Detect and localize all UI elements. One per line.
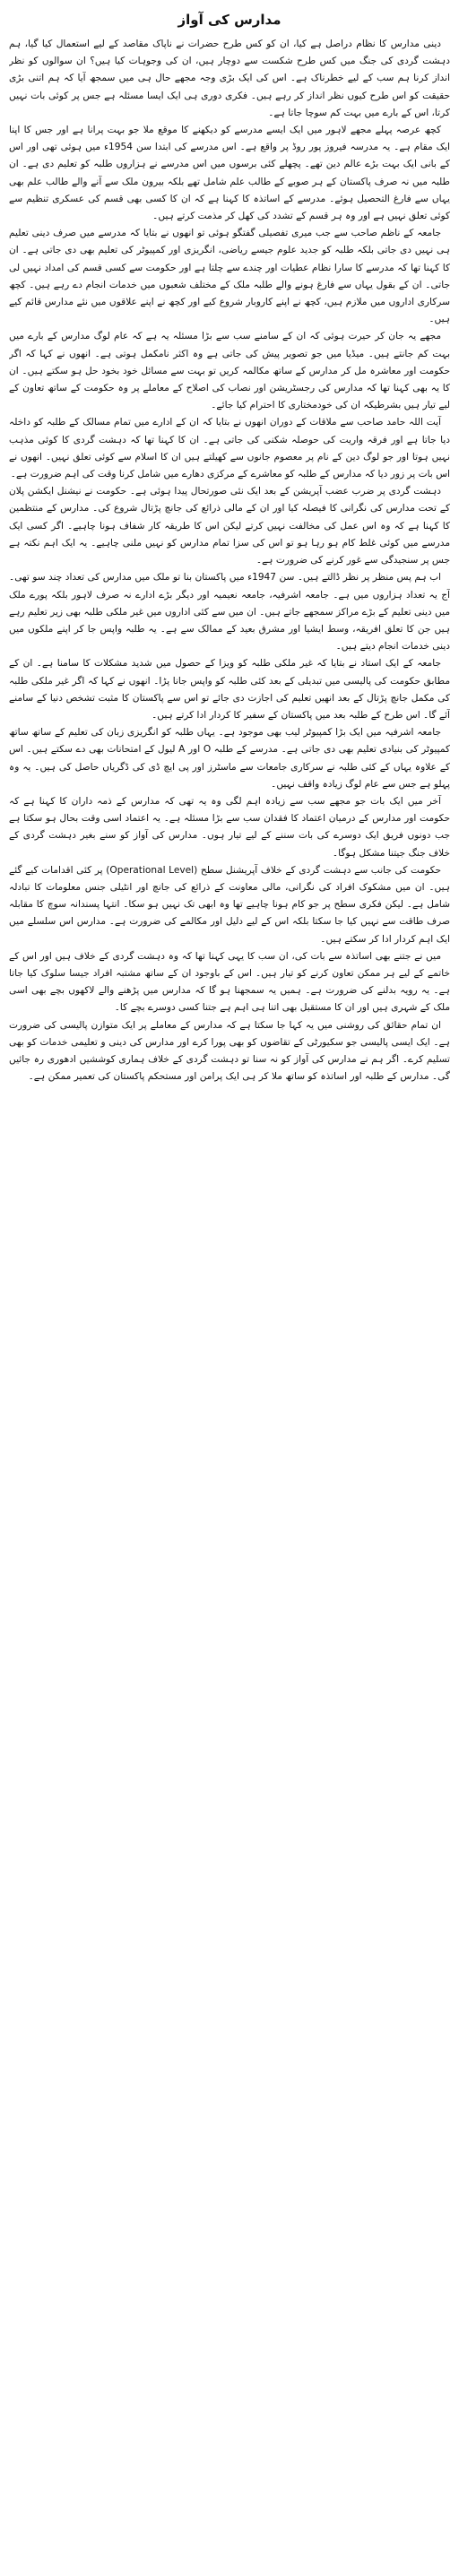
article-title: مدارس کی آواز: [178, 12, 281, 28]
paragraph-11: حکومت کی جانب سے دہشت گردی کے خلاف آپریشنل سطح (Operational Level) پر کئی اقدامات کیے گئے ہیں۔ ان میں مشکوک افراد کی نگرانی، مالی معاونت کے ذرائع کی جانچ اور انٹیلی جنس معلومات کا تبادلہ شامل ہے۔ لیکن فکری سطح پر جو کام ہونا چاہیے تھا وہ ابھی تک نہیں ہو سکا۔ انتہا پسندانہ سوچ کا مقابلہ صرف طاقت سے نہیں کیا جا سکتا بلکہ اس کے لیے دلیل اور مکالمے کی ضرورت ہے۔ مدارس اس سلسلے میں ایک اہم کردار ادا کر سکتے ہیں۔: [9, 864, 450, 945]
paragraph-8: جامعہ کے ایک استاد نے بتایا کہ غیر ملکی طلبہ کو ویزا کے حصول میں شدید مشکلات کا سامنا ہے۔ ان کے مطابق حکومت کی پالیسی میں تبدیلی کے بعد کئی طلبہ کو واپس جانا پڑا۔ انھوں نے کہا کہ اگر غیر ملکی طلبہ کی مکمل جانچ پڑتال کے بعد انھیں تعلیم کی اجازت دی جائے تو اس سے پاکستان کا مثبت تشخص دنیا کے سامنے آئے گا۔ اس طرح کے طلبہ بعد میں پاکستان کے سفیر کا کردار ادا کرتے ہیں۔: [9, 658, 450, 721]
paragraph-12: میں نے جتنے بھی اساتذہ سے بات کی، ان سب کا یہی کہنا تھا کہ وہ دہشت گردی کے خلاف ہیں اور اس کے خاتمے کے لیے ہر ممکن تعاون کرنے کو تیار ہیں۔ اس کے باوجود ان کے ساتھ مشتبہ افراد جیسا سلوک کیا جاتا ہے۔ یہ رویہ بدلنے کی ضرورت ہے۔ ہمیں یہ سمجھنا ہو گا کہ مدارس میں پڑھنے والے لاکھوں بچے بھی اسی ملک کے شہری ہیں اور ان کا مستقبل بھی اتنا ہی اہم ہے جتنا کسی دوسرے بچے کا۔: [9, 950, 450, 1014]
paragraph-13: ان تمام حقائق کی روشنی میں یہ کہا جا سکتا ہے کہ مدارس کے معاملے پر ایک متوازن پالیسی کی ضرورت ہے۔ ایک ایسی پالیسی جو سکیورٹی کے تقاضوں کو بھی پورا کرے اور مدارس کی دینی و تعلیمی خدمات کو بھی تسلیم کرے۔ اگر ہم نے مدارس کی آواز کو نہ سنا تو دہشت گردی کے خلاف ہماری کوششیں ادھوری رہ جائیں گی۔ مدارس کے طلبہ اور اساتذہ کو ساتھ ملا کر ہی ایک پرامن اور مستحکم پاکستان کی تعمیر ممکن ہے۔: [9, 1019, 450, 1083]
paragraph-6: دہشت گردی پر ضرب عضب آپریشن کے بعد ایک نئی صورتحال پیدا ہوئی ہے۔ حکومت نے نیشنل ایکشن پلان کے تحت مدارس کی نگرانی کا فیصلہ کیا اور ان کے مالی ذرائع کی جانچ پڑتال شروع کی۔ مدارس کے منتظمین کا کہنا ہے کہ وہ اس عمل کی مخالفت نہیں کرتے لیکن اس کا طریقہ کار شفاف ہونا چاہیے۔ اگر کسی ایک مدرسے میں کوئی غلط کام ہو رہا ہو تو اس کی سزا تمام مدارس کو نہیں ملنی چاہیے۔ یہ ایک اہم نکتہ ہے جس پر سنجیدگی سے غور کرنے کی ضرورت ہے۔: [9, 486, 450, 566]
paragraph-10: آخر میں ایک بات جو مجھے سب سے زیادہ اہم لگی وہ یہ تھی کہ مدارس کے ذمہ داران کا کہنا ہے کہ حکومت اور مدارس کے درمیان اعتماد کا فقدان سب سے بڑا مسئلہ ہے۔ یہ اعتماد اسی وقت بحال ہو سکتا ہے جب دونوں فریق ایک دوسرے کی بات سننے کے لیے تیار ہوں۔ مدارس کی آواز کو سنے بغیر دہشت گردی کے خلاف جنگ جیتنا مشکل ہوگا۔: [9, 795, 450, 859]
article-body: [9, 36, 450, 1085]
paragraph-9: جامعہ اشرفیہ میں ایک بڑا کمپیوٹر لیب بھی موجود ہے۔ یہاں طلبہ کو انگریزی زبان کی تعلیم کے ساتھ ساتھ کمپیوٹر کی بنیادی تعلیم بھی دی جاتی ہے۔ مدرسے کے طلبہ O اور A لیول کے امتحانات بھی دے سکتے ہیں۔ اس کے علاوہ یہاں کے کئی طلبہ نے سرکاری جامعات سے ماسٹرز اور پی ایچ ڈی کی ڈگریاں حاصل کی ہیں۔ یہ وہ پہلو ہے جس سے عام لوگ زیادہ واقف نہیں۔: [9, 727, 450, 790]
paragraph-3: جامعہ کے ناظم صاحب سے جب میری تفصیلی گفتگو ہوئی تو انھوں نے بتایا کہ مدرسے میں صرف دینی تعلیم ہی نہیں دی جاتی بلکہ طلبہ کو جدید علوم جیسے ریاضی، انگریزی اور کمپیوٹر کی تعلیم بھی دی جاتی ہے۔ ان کا کہنا تھا کہ مدرسے کا سارا نظام عطیات اور چندے سے چلتا ہے اور حکومت سے کسی قسم کی امداد نہیں لی جاتی۔ ان کے بقول یہاں سے فارغ ہونے والے طلبہ ملک کے مختلف شعبوں میں خدمات انجام دے رہے ہیں۔ کچھ سرکاری اداروں میں ملازم ہیں، کچھ نے اپنے کاروبار شروع کیے اور کچھ نے اپنے علاقوں میں نئے مدارس قائم کیے ہیں۔: [9, 228, 450, 325]
paragraph-1: دینی مدارس کا نظام دراصل ہے کیا، ان کو کس طرح حضرات نے ناپاک مقاصد کے لیے استعمال کیا گیا، ہم دہشت گردی کی جنگ میں کس طرح شکست سے دوچار ہیں، ان کی وجوہات کیا ہیں؟ ان سوالوں کو نظر انداز کرنا ہم سب کے لیے خطرناک ہے۔ اس کی ایک بڑی وجہ مجھے حال ہی میں سمجھ آیا کہ ہم اتنی بڑی حقیقت کو اس طرح کیوں نظر انداز کر رہے ہیں۔ فکری دوری ہی ایک ایسا مسئلہ ہے جس پر کوئی بات نہیں کرتا، اس کے بارے میں بہت کم سوچا جاتا ہے۔: [9, 39, 450, 118]
paragraph-2: کچھ عرصہ پہلے مجھے لاہور میں ایک ایسے مدرسے کو دیکھنے کا موقع ملا جو بہت پرانا ہے اور جس کا اپنا ایک مقام ہے۔ یہ مدرسہ فیروز پور روڈ پر واقع ہے۔ اس مدرسے کی ابتدا سن 1954ء میں ہوئی تھی اور اس کے بانی ایک بہت بڑے عالم دین تھے۔ پچھلے کئی برسوں میں اس مدرسے نے ہزاروں طلبہ کو تعلیم دی ہے۔ ان طلبہ میں نہ صرف پاکستان کے ہر صوبے کے طالب علم شامل تھے بلکہ بیرون ملک سے آنے والے طالب علم بھی یہاں سے فارغ التحصیل ہوئے۔ مدرسے کے اساتذہ کا کہنا ہے کہ ان کا کسی بھی قسم کی عسکری تنظیم سے کوئی تعلق نہیں ہے اور وہ ہر قسم کے تشدد کی کھل کر مذمت کرتے ہیں۔: [9, 125, 450, 222]
paragraph-4: مجھے یہ جان کر حیرت ہوئی کہ ان کے سامنے سب سے بڑا مسئلہ یہ ہے کہ عام لوگ مدارس کے بارے میں بہت کم جانتے ہیں۔ میڈیا میں جو تصویر پیش کی جاتی ہے وہ اکثر نامکمل ہوتی ہے۔ انھوں نے کہا کہ اگر حکومت اور معاشرہ مل کر مدارس کے ساتھ مکالمہ کریں تو بہت سے مسائل خود بخود حل ہو سکتے ہیں۔ ان کا یہ بھی کہنا تھا کہ مدارس کی رجسٹریشن اور نصاب کی اصلاح کے معاملے پر وہ حکومت کے ساتھ تعاون کے لیے تیار ہیں بشرطیکہ ان کی خودمختاری کا احترام کیا جائے۔: [9, 331, 450, 411]
paragraph-5: آیت اللہ حامد صاحب سے ملاقات کے دوران انھوں نے بتایا کہ ان کے ادارے میں تمام مسالک کے طلبہ کو داخلہ دیا جاتا ہے اور فرقہ واریت کی حوصلہ شکنی کی جاتی ہے۔ ان کا کہنا تھا کہ دہشت گردی کا کوئی مذہب نہیں ہوتا اور جو لوگ دین کے نام پر معصوم جانوں سے کھیلتے ہیں ان کا اسلام سے کوئی تعلق نہیں۔ انھوں نے اس بات پر زور دیا کہ مدارس کے طلبہ کو معاشرے کے مرکزی دھارے میں شامل کرنا وقت کی اہم ضرورت ہے۔: [9, 417, 450, 480]
paragraph-7: اب ہم پس منظر پر نظر ڈالتے ہیں۔ سن 1947ء میں پاکستان بنا تو ملک میں مدارس کی تعداد چند سو تھی۔ آج یہ تعداد ہزاروں میں ہے۔ جامعہ اشرفیہ، جامعہ نعیمیہ اور دیگر بڑے ادارے نہ صرف لاہور بلکہ پورے ملک میں دینی تعلیم کے بڑے مراکز سمجھے جاتے ہیں۔ ان میں سے کئی اداروں میں غیر ملکی طلبہ بھی زیر تعلیم رہے ہیں جن کا تعلق افریقہ، وسط ایشیا اور مشرق بعید کے ممالک سے ہے۔ یہ طلبہ واپس جا کر اپنے ملکوں میں دینی خدمات انجام دیتے ہیں۔: [9, 572, 450, 653]
